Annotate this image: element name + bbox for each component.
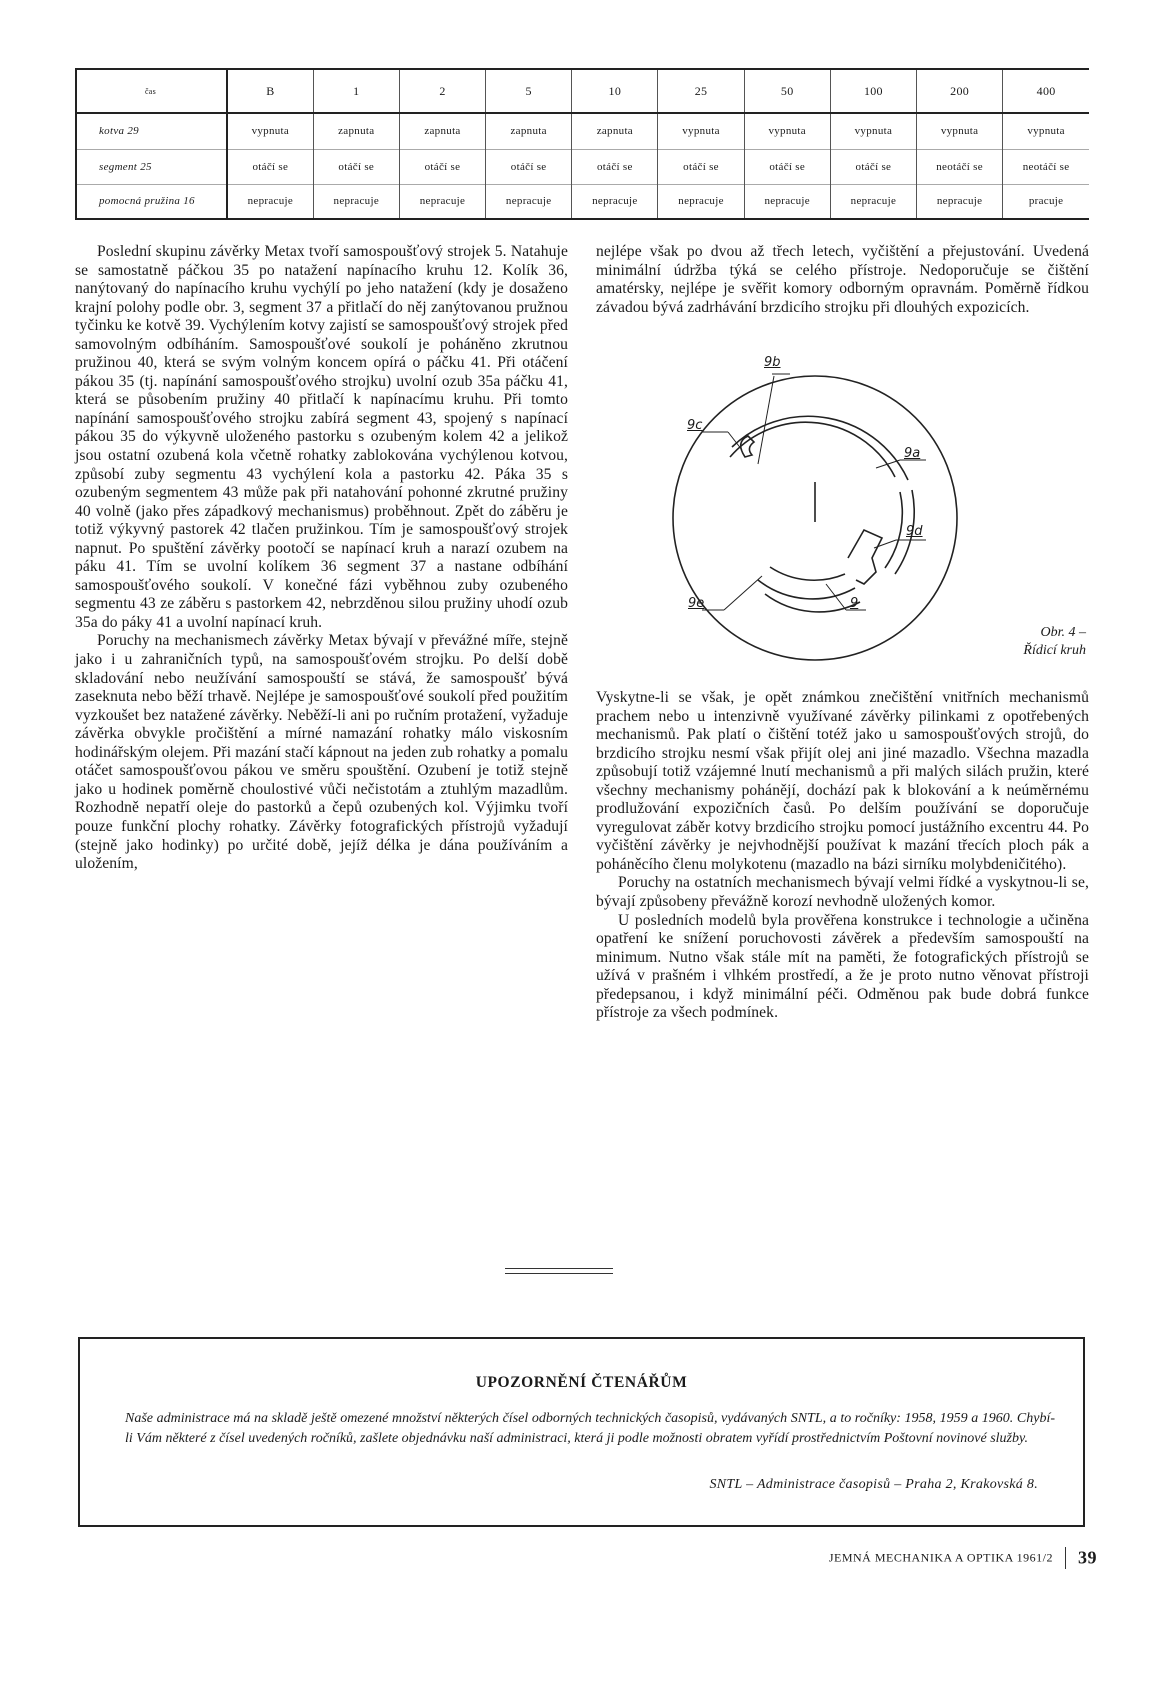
label-9: 9	[850, 596, 859, 611]
table-cell: pracuje	[1003, 184, 1089, 218]
notice-body: Naše administrace má na skladě ještě omezené množství některých čísel odborných technických časopisů, vydávaných SNTL, a to ročníky: 1958, 1959 a 1960. Chybí-li Vám některé z čísel uvedených ročníků, zašlete objednávku naší administraci, která ji podle možnosti obratem vyřídí prostřednictvím Poštovní novinové služby.	[125, 1411, 1055, 1446]
article-paragraph: Poslední skupinu závěrky Metax tvoří samospoušťový strojek 5. Natahuje se samostatně páčkou 35 po natažení napínacího kruhu 12. Kolík 36, nanýtovaný do napínacího kruhu vychýlí po jeho natažení (kdy je dosaženo krajní polohy podle obr. 3, segment 37 a přitlačí do něj zanýtovanou pružnou tyčinku ke kotvě 39. Vychýlením kotvy zajistí se samospoušťový strojek před samovolným odbíháním. Samospoušťové soukolí je poháněno zkrutnou pružinou 40, která se svým volným koncem opírá o páčku 41. Při otáčení pákou 35 (tj. napínání samospoušťového strojku) uvolní ozub 35a páčku 41, která se působením pružiny 40 přitlačí k napínacímu kruhu. Při tomto napínání samospoušťového strojku zabírá segment 43, spojený s napínací pákou 35 do výkyvně uloženého pastorku s ozubeným kolem 42 a jelikož jsou ostatní ozubená kola včetně rohatky zablokována vychýlenou kotvou, způsobí zuby segmentu 43 vychýlení kola a pastorku 42. Páka 35 s ozubeným segmentem 43 může pak při natahování pohonné zkrutné pružiny 40 volně (jako přes západkový mechanismus) proběhnout. Zpět do záběru je totiž výkyvný pastorek 42 tlačen pružinkou. Tím je samospoušťový strojek napnut. Po spuštění závěrky pootočí se napínací kruh a narazí ozubem na páku 41. Tím se uvolní kolíkem 36 segment 37 a nastane odbíhání samospoušťového soukolí. V konečné fázi vyběhnou zuby ozubeného segmentu 43 ze záběru s pastorkem 42, nebrzděnou silou pružiny uhodí ozub 35a do páky 41 a uvolní napínací kruh.	[75, 243, 568, 631]
table-cell: otáčí se	[658, 149, 744, 184]
table-cell: neotáčí se	[1003, 149, 1089, 184]
table-cell: vypnuta	[917, 113, 1003, 149]
table-cell: vypnuta	[1003, 113, 1089, 149]
table-cell: zapnuta	[572, 113, 658, 149]
page-number: 39	[1078, 1547, 1097, 1568]
control-ring-drawing	[650, 362, 980, 674]
label-9d: 9d	[906, 524, 923, 539]
table-cell: otáčí se	[572, 149, 658, 184]
table-header-cell: 400	[1003, 70, 1089, 113]
control-ring-figure	[650, 355, 980, 674]
journal-name: JEMNÁ MECHANIKA A OPTIKA 1961/2	[828, 1550, 1053, 1565]
table-row	[77, 184, 1089, 218]
table-header-row	[77, 70, 1089, 113]
label-9b: 9b	[764, 355, 781, 370]
table-cell: nepracuje	[313, 184, 399, 218]
table-row	[77, 149, 1089, 184]
table-cell: vypnuta	[744, 113, 830, 149]
table-cell: nepracuje	[572, 184, 658, 218]
table-cell: zapnuta	[486, 113, 572, 149]
reader-notice-box	[78, 1337, 1085, 1527]
table-header-cell: 1	[313, 70, 399, 113]
label-9e: 9e	[688, 596, 705, 611]
label-9a: 9a	[904, 446, 921, 461]
section-separator	[505, 1268, 613, 1274]
article-paragraph: nejlépe však po dvou až třech letech, vyčištění a přejustování. Uvedená minimální údržba týká se celého přístroje. Nedoporučuje se čištění amatérsky, nejlépe je svěřit komory odborným opravnám. Poměrně řídkou závadou bývá zadrhávání brzdicího strojku při dlouhých expozicích.	[596, 243, 1089, 316]
table-cell: vypnuta	[830, 113, 916, 149]
article-paragraph: U posledních modelů byla prověřena konstrukce i technologie a učiněna opatření ke snížení poruchovosti závěrek a především samospouští na minimum. Nutno však stále mít na paměti, že fotografických přístrojů se užívá v prašném i vlhkém prostředí, a že je proto nutno věnovat přístroji předepsanou, i když minimální péči. Odměnou pak bude dobrá funkce přístroje za všech podmínek.	[596, 911, 1089, 1022]
table-cell: otáčí se	[399, 149, 485, 184]
article-paragraph: Poruchy na ostatních mechanismech bývají velmi řídké a vyskytnou-li se, bývají způsobeny převážně korozí nevhodně uložených komor.	[596, 874, 1089, 911]
article-right-column-bottom	[596, 689, 1089, 1023]
table-cell: nepracuje	[486, 184, 572, 218]
table-cell: neotáčí se	[917, 149, 1003, 184]
table-cell: otáčí se	[744, 149, 830, 184]
table-header-cell: 5	[486, 70, 572, 113]
figure-caption-number: Obr. 4 –	[1040, 625, 1086, 640]
article-paragraph: Vyskytne-li se však, je opět známkou znečištění vnitřních mechanismů prachem nebo u intenzivně využívané závěrky pilinkami z opotřebených mechanismů. Pak platí o čištění totéž jako u samospoušťových strojů, do brzdicího strojku nesmí však přijít olej ani jiné mazadlo. Všechna mazadla způsobují totiž vzájemné lnutí mechanismů a při malých silách pružin, které všechny mechanismy pohánějí, dochází pak k blokování a k neúměrnému prodlužování expozičních časů. Po delším používání se doporučuje vyregulovat záběr kotvy brzdicího strojku pomocí justážního excentru 44. Po vyčištění závěrky je nejvhodnější používat k mazání třecích ploch pák a poháněcího členu molykotenu (mazadlo na bázi sirníku molybdeničitého).	[596, 689, 1089, 873]
table-cell: otáčí se	[227, 149, 313, 184]
table-header-cell: 2	[399, 70, 485, 113]
table-header-cell: 25	[658, 70, 744, 113]
table-header-cell: 50	[744, 70, 830, 113]
table-cell: nepracuje	[744, 184, 830, 218]
article-paragraph: Poruchy na mechanismech závěrky Metax bývají v převážné míře, stejně jako i u zahraničních typů, na samospoušťovém strojku. Po delší době skladování nebo neužívání samospouští se stává, že samospoušť bývá zaseknuta nebo běží trhavě. Nejlépe je samospoušťové soukolí před použitím vyzkoušet bez natažené závěrky. Neběží-li ani po ručním protažení, vyžaduje závěrka obvykle pročištění a mírné namazání rohatky málo viskosním hodinářským olejem. Při mazání stačí kápnout na jeden zub rohatky a pomalu otáčet samospoušťovou pákou ve směru spouštění. Ozubení je totiž stejně jako u hodinek poměrně choulostivé vůči nečistotám a ztuhlým mazadlům. Rozhodně nepatří oleje do pastorků a čepů ozubených kol. Výjimku tvoří pouze funkční plochy rohatky. Závěrky fotografických přístrojů vyžadují (stejně jako hodinky) po určité době, jejíž délka je dána používáním a uložením,	[75, 632, 568, 873]
notice-title: UPOZORNĚNÍ ČTENÁŘŮM	[475, 1374, 688, 1391]
table-cell: nepracuje	[227, 184, 313, 218]
table-cell: nepracuje	[399, 184, 485, 218]
table-row-label: segment 25	[77, 149, 227, 184]
table-cell: otáčí se	[313, 149, 399, 184]
table-cell: otáčí se	[830, 149, 916, 184]
figure-caption-title: Řídicí kruh	[1023, 643, 1086, 658]
table-header-cell: 100	[830, 70, 916, 113]
figure-caption	[984, 624, 1086, 660]
table-cell: otáčí se	[486, 149, 572, 184]
article-right-column-top	[596, 243, 1089, 317]
table-header-cell: 10	[572, 70, 658, 113]
table-header-cell: čas	[77, 70, 227, 113]
footer-divider	[1065, 1547, 1066, 1569]
table-row-label: pomocná pružina 16	[77, 184, 227, 218]
table-cell: zapnuta	[313, 113, 399, 149]
table-cell: nepracuje	[917, 184, 1003, 218]
table-cell: nepracuje	[658, 184, 744, 218]
article-left-column	[75, 243, 568, 874]
table-row-label: kotva 29	[77, 113, 227, 149]
table-cell: vypnuta	[658, 113, 744, 149]
table-cell: nepracuje	[830, 184, 916, 218]
table-cell: zapnuta	[399, 113, 485, 149]
table-row	[77, 113, 1089, 149]
table-header-cell: B	[227, 70, 313, 113]
page-footer	[829, 1547, 1097, 1569]
table-cell: vypnuta	[227, 113, 313, 149]
label-9c: 9c	[687, 418, 703, 433]
exposure-table	[75, 68, 1089, 220]
table-header-cell: 200	[917, 70, 1003, 113]
notice-signature: SNTL – Administrace časopisů – Praha 2, Krakovská 8.	[709, 1477, 1038, 1492]
